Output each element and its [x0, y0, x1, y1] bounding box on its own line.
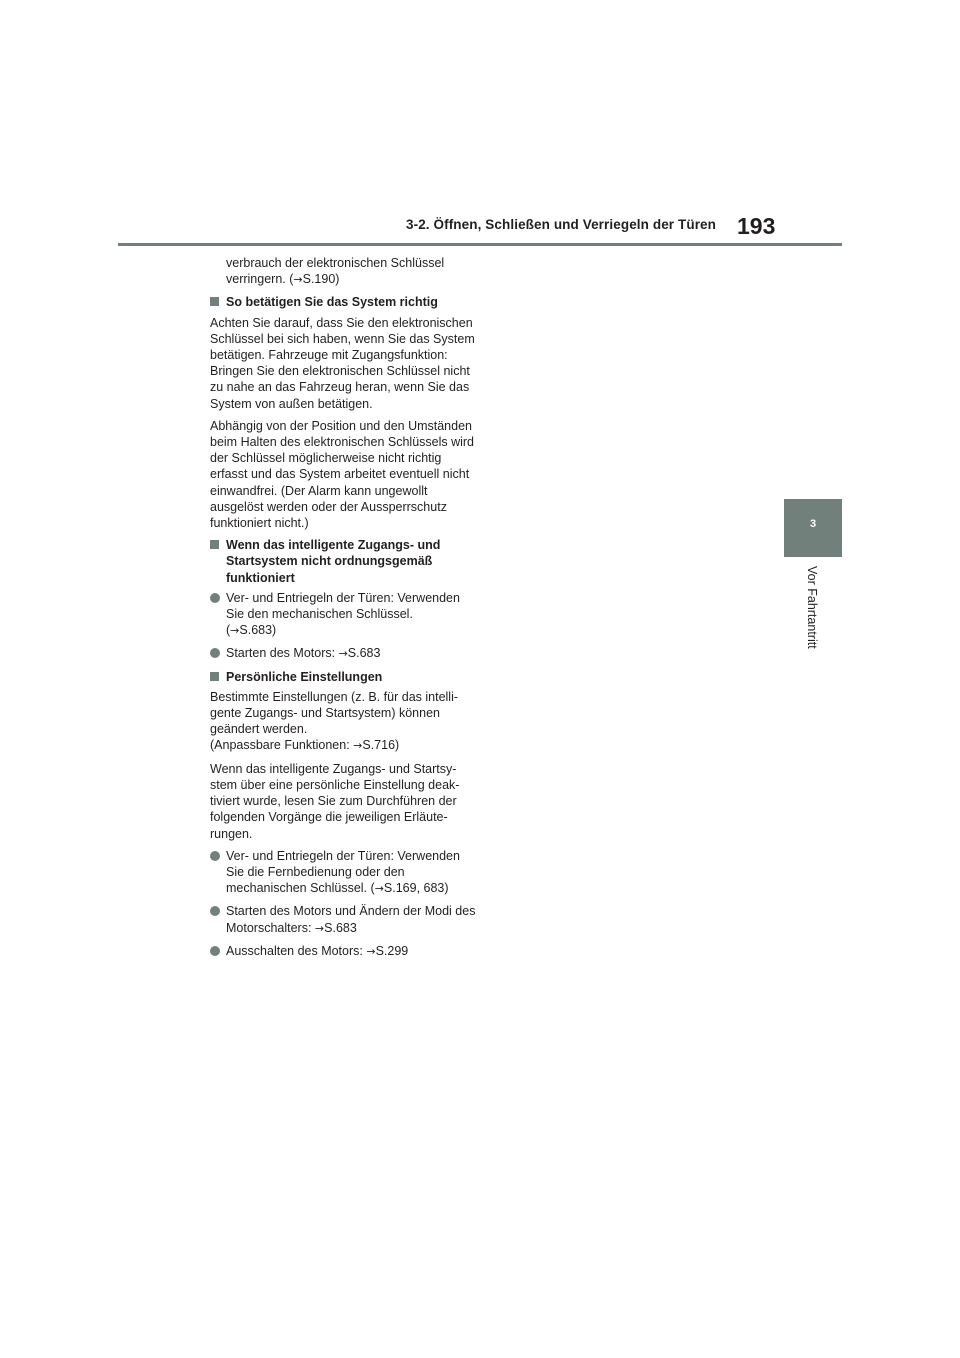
section-heading: [210, 669, 476, 685]
right-arrow-icon: →: [366, 944, 376, 958]
paragraph-text: Bestimmte Einstellungen (z. B. für das intelligente Zugangs- und Startsystem) können geändert werden.: [210, 689, 459, 737]
bullet-text: Ver- und Entriegeln der Türen: Verwenden Sie den mechanischen Schlüssel.: [226, 590, 460, 622]
paragraph: Wenn das intelligente Zugangs- und Startsystem über eine persönliche Einstellung deaktiviert wurde, lesen Sie zum Durchführen der folgenden Vorgänge die jeweiligen Erläuterungen.: [210, 761, 460, 841]
page-reference[interactable]: S.683): [239, 623, 277, 638]
bullet-text: Ausschalten des Motors:: [226, 943, 367, 958]
paragraph: [210, 689, 476, 755]
main-content: [210, 255, 476, 966]
circle-bullet-icon: [210, 906, 220, 916]
header-divider: [118, 243, 842, 246]
bullet-item: [210, 903, 476, 936]
bullet-item: [210, 848, 476, 898]
right-arrow-icon: →: [293, 273, 303, 287]
square-marker-icon: [210, 540, 219, 549]
paragraph-text: (Anpassbare Funktionen:: [210, 738, 354, 753]
circle-bullet-icon: [210, 851, 220, 861]
chapter-label: Vor Fahrtantritt: [805, 566, 819, 649]
bullet-item: [210, 943, 476, 960]
continuation-line-1: verbrauch der elektronischen Schlüssel: [226, 256, 445, 270]
page-reference[interactable]: S.683: [347, 646, 381, 661]
chapter-tab[interactable]: [784, 499, 842, 557]
right-arrow-icon: →: [230, 624, 240, 638]
section-heading: [210, 537, 476, 586]
right-arrow-icon: →: [338, 647, 348, 661]
circle-bullet-icon: [210, 593, 220, 603]
section-heading-text: So betätigen Sie das System richtig: [226, 295, 438, 310]
bullet-item: [210, 645, 476, 662]
page-number: 193: [737, 213, 776, 239]
right-arrow-icon: →: [374, 882, 384, 896]
section-title: 3-2. Öffnen, Schließen und Verriegeln der Türen: [406, 217, 717, 232]
continuation-text: [210, 255, 476, 288]
page-reference[interactable]: S.716): [362, 738, 400, 753]
chapter-number: 3: [809, 518, 817, 530]
page-reference[interactable]: S.299: [375, 943, 409, 958]
page-reference[interactable]: S.683: [324, 920, 357, 935]
bullet-text: Ver- und Entriegeln der Türen: Verwenden Sie die Fernbedienung oder den mechanischen Schlüssel. (: [226, 848, 460, 896]
section-heading-text: Wenn das intelligente Zugangs- und Startsystem nicht ordnungsgemäß funktioniert: [226, 538, 441, 585]
circle-bullet-icon: [210, 946, 220, 956]
right-arrow-icon: →: [314, 921, 325, 935]
page-reference[interactable]: S.190): [302, 272, 340, 287]
continuation-line-2: verringern. (: [226, 272, 294, 287]
section-heading-text: Persönliche Einstellungen: [226, 669, 383, 684]
bullet-text: (: [226, 623, 231, 638]
square-marker-icon: [210, 672, 219, 681]
square-marker-icon: [210, 297, 219, 306]
bullet-item: [210, 590, 476, 640]
paragraph: Abhängig von der Position und den Umständen beim Halten des elektronischen Schlüssels wird der Schlüssel möglicherweise nicht richtig erfasst und das System arbeitet eventuell nicht einwandfrei. (Der Alarm kann ungewollt ausgelöst werden oder der Aussperrschutz funktioniert nicht.): [210, 418, 475, 531]
page-reference[interactable]: S.169, 683): [383, 881, 449, 896]
circle-bullet-icon: [210, 648, 220, 658]
bullet-text: Starten des Motors:: [226, 646, 339, 661]
bullet-text: Starten des Motors und Ändern der Modi des Motorschalters:: [226, 904, 476, 935]
paragraph: Achten Sie darauf, dass Sie den elektronischen Schlüssel bei sich haben, wenn Sie das System betätigen. Fahrzeuge mit Zugangsfunktion: Bringen Sie den elektronischen Schlüssel nicht zu nahe an das Fahrzeug heran, wenn Sie das System von außen betätigen.: [210, 315, 475, 411]
right-arrow-icon: →: [353, 739, 363, 753]
section-heading: [210, 294, 476, 310]
